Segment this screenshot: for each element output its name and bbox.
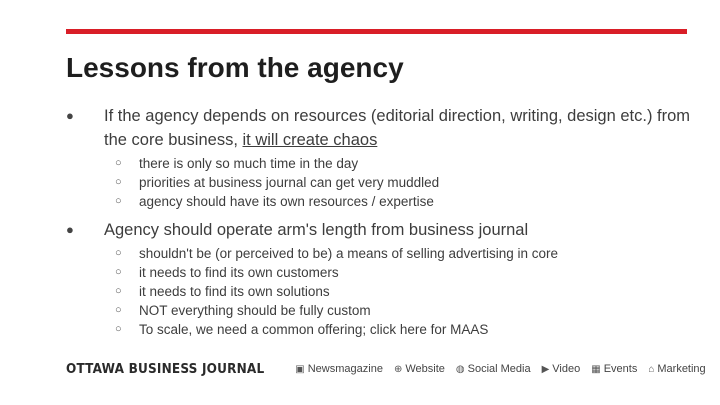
bullet-item — [66, 218, 696, 242]
bullet-list — [66, 104, 696, 339]
bullet-ring-icon: ○ — [115, 323, 122, 335]
footer-bar — [66, 358, 706, 380]
sub-bullet-list — [66, 244, 696, 339]
footer-item-label: Newsmagazine — [307, 363, 383, 375]
footer-item-label: Events — [603, 363, 638, 375]
brand-logo: OTTAWA BUSINESS JOURNAL — [66, 361, 265, 377]
sub-bullet-item — [66, 301, 696, 320]
bullet-dot-icon: ● — [66, 222, 74, 237]
bullet-ring-icon: ○ — [115, 304, 122, 316]
sub-bullet-item — [66, 192, 696, 211]
sub-bullet-item — [66, 154, 696, 173]
footer-item-newsmagazine[interactable] — [295, 363, 383, 375]
bullet-text: Agency should operate arm's length from business journal — [104, 221, 529, 239]
footer-item-social-media[interactable] — [456, 363, 531, 375]
bullet-ring-icon: ○ — [115, 285, 122, 297]
globe-icon: ⊕ — [393, 363, 403, 375]
bullet-ring-icon: ○ — [115, 266, 122, 278]
bullet-text: If the agency depends on resources (editorial direction, writing, design etc.) from the core business, — [104, 107, 691, 149]
sub-bullet-text: it needs to find its own solutions — [139, 284, 330, 299]
bullet-item — [66, 104, 696, 152]
bullet-ring-icon: ○ — [115, 176, 122, 188]
footer-item-events[interactable] — [591, 363, 637, 375]
sub-bullet-text: agency should have its own resources / expertise — [139, 194, 434, 209]
footer-item-label: Website — [405, 363, 445, 375]
footer-nav — [295, 363, 705, 375]
sub-bullet-list — [66, 154, 696, 211]
footer-item-label: Social Media — [467, 363, 531, 375]
events-icon: ▦ — [591, 363, 601, 375]
bullet-ring-icon: ○ — [115, 157, 122, 169]
video-icon: ▶ — [541, 363, 550, 375]
sub-bullet-item — [66, 320, 696, 339]
sub-bullet-text: shouldn't be (or perceived to be) a means of selling advertising in core — [139, 246, 559, 261]
bullet-link[interactable]: it will create chaos — [242, 131, 378, 149]
sub-bullet-item — [66, 173, 696, 192]
footer-item-marketing[interactable] — [648, 363, 705, 375]
sub-bullet-text: it needs to find its own customers — [139, 265, 339, 280]
sub-bullet-item — [66, 244, 696, 263]
footer-item-video[interactable] — [542, 363, 581, 375]
footer-item-label: Video — [552, 363, 581, 375]
bullet-dot-icon: ● — [66, 108, 74, 123]
newsmagazine-icon: ▣ — [295, 363, 305, 375]
sub-bullet-item — [66, 282, 696, 301]
footer-item-website[interactable] — [394, 363, 445, 375]
chat-icon: ◍ — [455, 363, 465, 375]
sub-bullet-text: To scale, we need a common offering; click here for MAAS — [139, 322, 489, 337]
marketing-icon: ⌂ — [648, 363, 655, 375]
sub-bullet-text: NOT everything should be fully custom — [139, 303, 371, 318]
sub-bullet-text: priorities at business journal can get very muddled — [139, 175, 440, 190]
footer-item-label: Marketing — [657, 363, 706, 375]
bullet-ring-icon: ○ — [115, 247, 122, 259]
bullet-ring-icon: ○ — [115, 195, 122, 207]
sub-bullet-text: there is only so much time in the day — [139, 156, 359, 171]
accent-bar — [66, 29, 687, 34]
slide-title: Lessons from the agency — [66, 52, 404, 83]
sub-bullet-item — [66, 263, 696, 282]
